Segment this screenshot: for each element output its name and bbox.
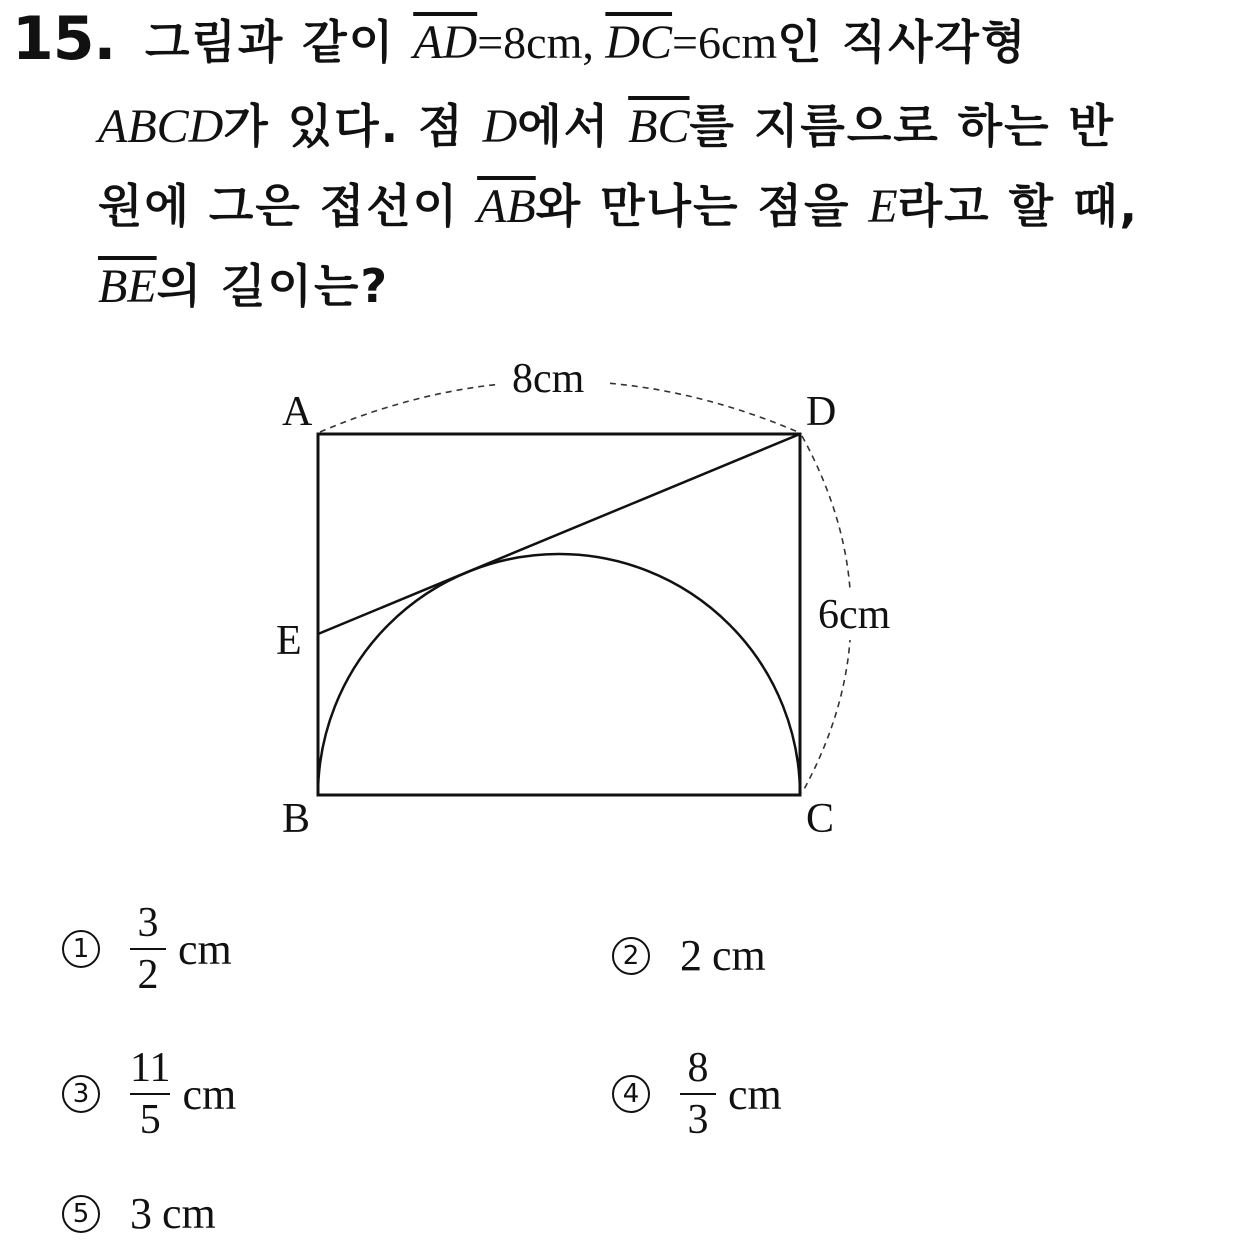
fraction <box>680 1045 716 1143</box>
numerator: 8 <box>687 1045 709 1091</box>
denominator: 3 <box>687 1097 709 1143</box>
choice-4[interactable] <box>612 1045 782 1143</box>
question-number: 15. <box>12 4 116 74</box>
text: 라고 할 때, <box>897 179 1139 233</box>
fraction <box>130 900 166 998</box>
numerator: 3 <box>137 900 159 946</box>
unit: cm <box>728 1069 782 1119</box>
unit: cm <box>182 1069 237 1119</box>
text: 와 만나는 점을 <box>535 179 869 233</box>
unit: cm <box>526 17 583 68</box>
point-e: E <box>868 180 898 233</box>
choice-2[interactable] <box>612 930 766 981</box>
choice-3[interactable] <box>62 1045 236 1143</box>
segment-bc: $\overline{BC}$ <box>628 100 690 153</box>
comma: , <box>582 17 606 68</box>
text: 에서 <box>517 99 629 153</box>
question-line-1 <box>145 12 1027 73</box>
label-d: D <box>806 389 837 435</box>
label-c: C <box>806 796 835 842</box>
choice-mark-5: 5 <box>62 1195 100 1233</box>
label-a: A <box>282 389 313 435</box>
value: 3 <box>130 1189 152 1238</box>
label-e: E <box>276 618 302 664</box>
point-d: D <box>482 100 518 153</box>
rect-name: ABCD <box>98 100 224 153</box>
choice-5[interactable] <box>62 1188 216 1239</box>
rectangle-abcd <box>318 434 800 795</box>
segment-be: $\overline{BE}$ <box>98 260 157 313</box>
unit: cm <box>162 1189 216 1238</box>
fraction <box>130 1045 170 1143</box>
choice-1[interactable] <box>62 900 232 998</box>
unit: cm <box>721 17 778 68</box>
text: 원에 그은 접선이 <box>98 179 478 233</box>
dim-label-right: 6cm <box>818 592 891 638</box>
question-line-2 <box>98 96 1115 157</box>
value: 2 <box>680 931 702 980</box>
value: =8 <box>477 17 527 68</box>
unit: cm <box>178 924 232 974</box>
text: 를 지름으로 하는 반 <box>689 99 1116 153</box>
choice-mark-1: 1 <box>62 930 100 968</box>
segment-dc: $\overline{DC}$ <box>605 16 673 69</box>
label-b: B <box>282 796 311 842</box>
text: 가 있다. 점 <box>223 99 483 153</box>
denominator: 5 <box>139 1097 161 1143</box>
segment-ad: $\overline{AD}$ <box>413 16 478 69</box>
choice-mark-4: 4 <box>612 1075 650 1113</box>
geometry-figure <box>0 340 1234 860</box>
text: 그림과 같이 <box>145 15 414 69</box>
text: 의 길이는? <box>156 259 390 313</box>
denominator: 2 <box>137 952 159 998</box>
segment-ab: $\overline{AB}$ <box>477 180 536 233</box>
semicircle <box>318 554 800 795</box>
dim-label-top: 8cm <box>512 356 585 402</box>
choice-mark-2: 2 <box>612 937 650 975</box>
text: 인 직사각형 <box>777 15 1028 69</box>
tangent-line-de <box>318 434 800 634</box>
numerator: 11 <box>130 1045 171 1091</box>
value: =6 <box>672 17 721 68</box>
question-line-4 <box>98 256 389 317</box>
choice-mark-3: 3 <box>62 1075 100 1113</box>
question-line-3 <box>98 176 1139 237</box>
unit: cm <box>712 931 766 980</box>
